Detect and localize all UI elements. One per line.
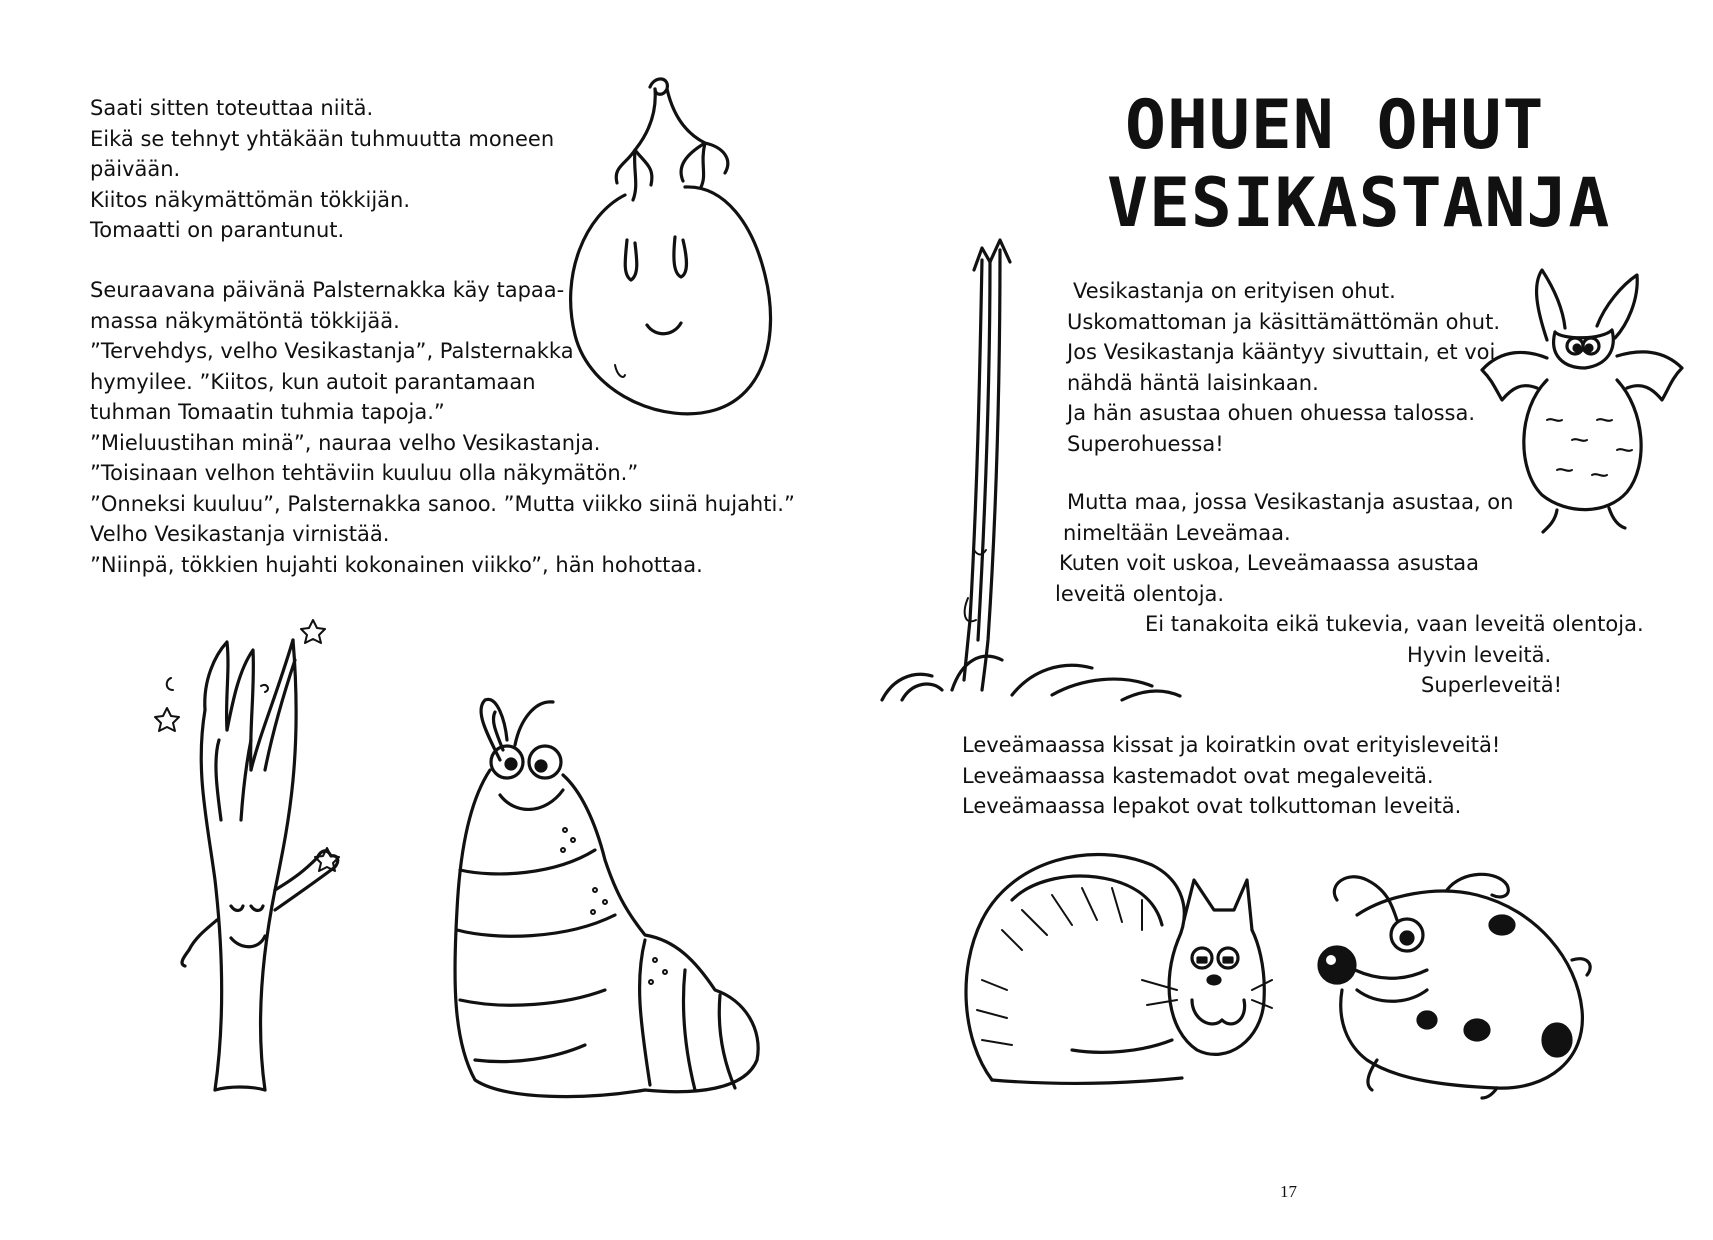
text-line: nimeltään Leveämaa. xyxy=(1063,520,1291,545)
left-page xyxy=(0,0,856,1240)
text-line: hymyilee. ”Kiitos, kun autoit parantamaan xyxy=(90,369,536,394)
left-paragraph-1 xyxy=(90,93,554,246)
title-line-2: VESIKASTANJA xyxy=(1107,164,1611,243)
text-line: Kiitos näkymättömän tökkijän. xyxy=(90,187,411,212)
text-line: Vesikastanja on erityisen ohut. xyxy=(1073,279,1396,303)
text-line: Superleveitä! xyxy=(1421,673,1562,697)
text-line: ”Toisinaan velhon tehtäviin kuuluu olla näkymätön.” xyxy=(90,461,639,485)
text-line: Jos Vesikastanja kääntyy sivuttain, et voi xyxy=(1067,340,1496,364)
text-line: Saati sitten toteuttaa niitä. xyxy=(90,96,374,120)
text-line: ”Niinpä, tökkien hujahti kokonainen viikko”, hän hohottaa. xyxy=(90,552,703,577)
text-line: nähdä häntä laisinkaan. xyxy=(1067,370,1319,395)
text-line: Ja hän asustaa ohuen ohuessa talossa. xyxy=(1067,401,1476,425)
right-paragraph-1 xyxy=(1067,276,1500,459)
bat-illustration xyxy=(1477,270,1687,540)
cat-illustration xyxy=(952,840,1272,1100)
right-page xyxy=(857,0,1713,1240)
text-line: Eikä se tehnyt yhtäkään tuhmuutta moneen xyxy=(90,126,555,151)
dog-illustration xyxy=(1297,870,1597,1100)
text-line: ”Mieluustihan minä”, nauraa velho Vesikastanja. xyxy=(90,430,601,455)
text-line: Seuraavana päivänä Palsternakka käy tapaa- xyxy=(90,278,565,302)
text-line: leveitä olentoja. xyxy=(1055,581,1225,606)
text-line: ”Onneksi kuuluu”, Palsternakka sanoo. ”Mutta viikko siinä hujahti.” xyxy=(90,491,795,516)
text-line: Kuten voit uskoa, Leveämaassa asustaa xyxy=(1059,551,1480,575)
text-line: ”Tervehdys, velho Vesikastanja”, Palsternakka xyxy=(90,339,574,363)
text-line: Superohuessa! xyxy=(1067,431,1224,456)
text-line: tuhman Tomaatin tuhmia tapoja.” xyxy=(90,400,445,424)
text-line: päivään. xyxy=(90,157,181,181)
tree-illustration xyxy=(155,620,365,1100)
title-line-1: OHUEN OHUT xyxy=(1125,86,1545,165)
text-line: Uskomattoman ja käsittämättömän ohut. xyxy=(1067,309,1501,334)
text-line: Mutta maa, jossa Vesikastanja asustaa, on xyxy=(1067,490,1514,514)
text-line: Leveämaassa lepakot ovat tolkuttoman leveitä. xyxy=(962,794,1462,818)
page-number: 17 xyxy=(1280,1182,1297,1201)
text-line: massa näkymätöntä tökkijää. xyxy=(90,308,400,333)
worm-illustration xyxy=(445,690,775,1110)
text-line: Velho Vesikastanja virnistää. xyxy=(90,522,390,546)
text-line: Ei tanakoita eikä tukevia, vaan leveitä olentoja. xyxy=(1145,612,1644,636)
text-line: Hyvin leveitä. xyxy=(1407,642,1552,667)
tomato-illustration xyxy=(555,75,795,435)
text-line: Tomaatti on parantunut. xyxy=(90,218,345,242)
page-title xyxy=(1107,86,1611,243)
text-line: Leveämaassa kissat ja koiratkin ovat erityisleveitä! xyxy=(962,733,1501,757)
text-line: Leveämaassa kastemadot ovat megaleveitä. xyxy=(962,763,1434,788)
right-paragraph-3 xyxy=(962,730,1500,822)
